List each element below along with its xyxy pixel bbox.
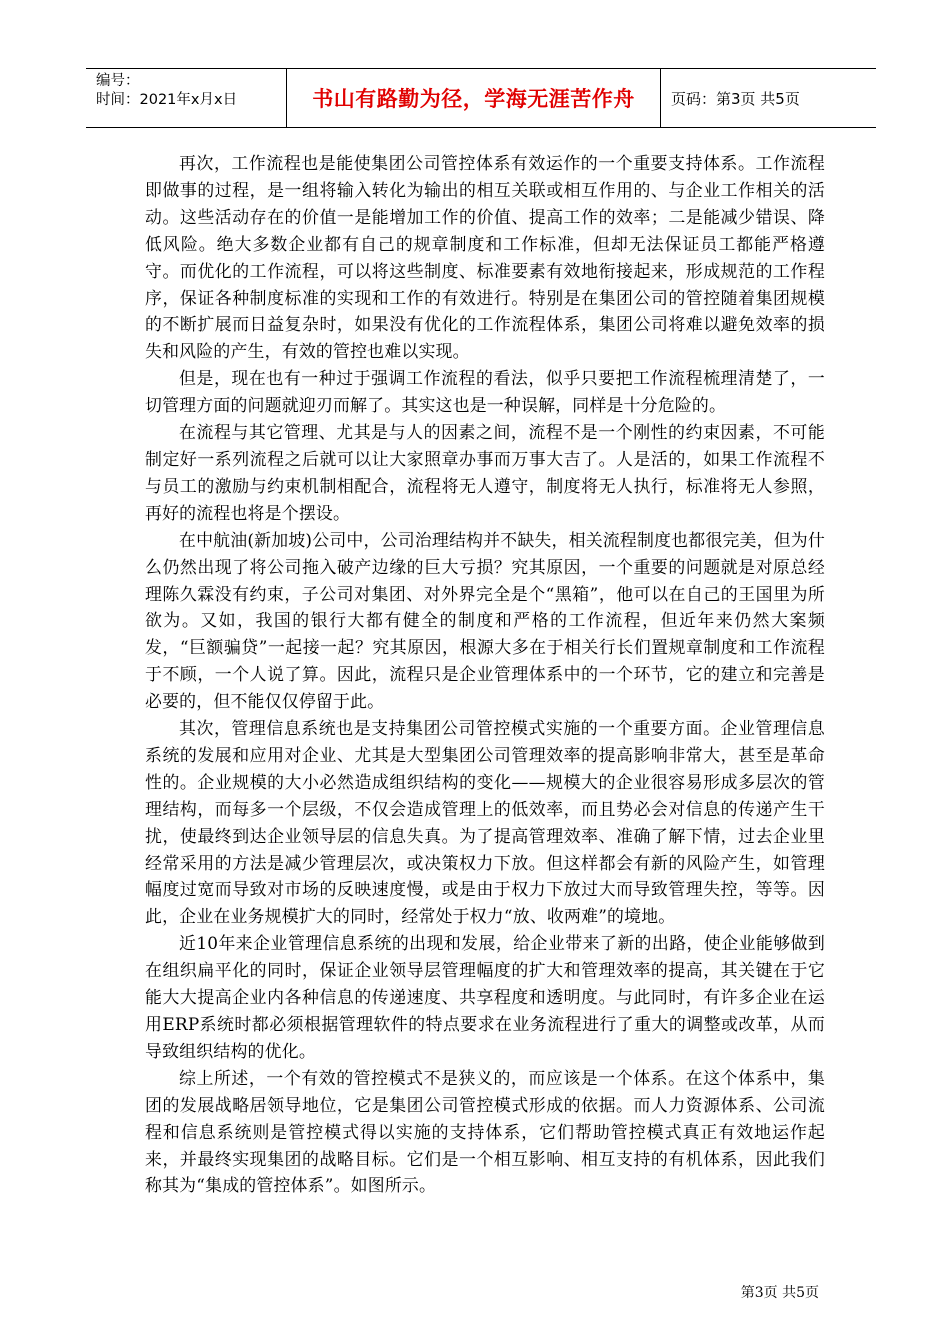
paragraph: 但是，现在也有一种过于强调工作流程的看法，似乎只要把工作流程梳理清楚了，一切管理方面的问题就迎刃而解了。其实这也是一种误解，同样是十分危险的。	[145, 368, 825, 416]
page-header	[86, 68, 876, 128]
document-number-label: 编号：	[96, 73, 140, 89]
paragraph: 其次，管理信息系统也是支持集团公司管控模式实施的一个重要方面。企业管理信息系统的发展和应用对企业、尤其是大型集团公司管理效率的提高影响非常大，甚至是革命性的。企业规模的大小必然造成组织结构的变化——规模大的企业很容易形成多层次的管理结构，而每多一个层级，不仅会造成管理上的低效率，而且势必会对信息的传递产生干扰，使最终到达企业领导层的信息失真。为了提高管理效率、准确了解下情，过去企业里经常采用的方法是减少管理层次，或决策权力下放。但这样都会有新的风险产生，如管理幅度过宽而导致对市场的反映速度慢，或是由于权力下放过大而导致管理失控，等等。因此，企业在业务规模扩大的同时，经常处于权力“放、收两难”的境地。	[145, 718, 825, 927]
header-motto: 书山有路勤为径，学海无涯苦作舟	[286, 69, 661, 127]
paragraph: 再次，工作流程也是能使集团公司管控体系有效运作的一个重要支持体系。工作流程即做事的过程，是一组将输入转化为输出的相互关联或相互作用的、与企业工作相关的活动。这些活动存在的价值一是能增加工作的价值、提高工作的效率；二是能减少错误、降低风险。绝大多数企业都有自己的规章制度和工作标准，但却无法保证员工都能严格遵守。而优化的工作流程，可以将这些制度、标准要素有效地衔接起来，形成规范的工作程序，保证各种制度标准的实现和工作的有效进行。特别是在集团公司的管控随着集团规模的不断扩展而日益复杂时，如果没有优化的工作流程体系，集团公司将难以避免效率的损失和风险的产生，有效的管控也难以实现。	[145, 153, 825, 362]
paragraph: 近10年来企业管理信息系统的出现和发展，给企业带来了新的出路，使企业能够做到在组织扁平化的同时，保证企业领导层管理幅度的扩大和管理效率的提高，其关键在于它能大大提高企业内各种信息的传递速度、共享程度和透明度。与此同时，有许多企业在运用ERP系统时都必须根据管理软件的特点要求在业务流程进行了重大的调整或改革，从而导致组织结构的优化。	[145, 933, 825, 1061]
header-meta	[86, 69, 286, 127]
header-page-info: 页码：第3页 共5页	[671, 89, 800, 108]
page-footer: 第3页 共5页	[740, 1285, 819, 1301]
paragraph: 综上所述，一个有效的管控模式不是狭义的，而应该是一个体系。在这个体系中，集团的发展战略居领导地位，它是集团公司管控模式形成的依据。而人力资源体系、公司流程和信息系统则是管控模式得以实施的支持体系，它们帮助管控模式真正有效地运作起来，并最终实现集团的战略目标。它们是一个相互影响、相互支持的有机体系，因此我们称其为“集成的管控体系”。如图所示。	[145, 1067, 825, 1196]
paragraph: 在中航油(新加坡)公司中，公司治理结构并不缺失，相关流程制度也都很完美，但为什么仍然出现了将公司拖入破产边缘的巨大亏损？究其原因，一个重要的问题就是对原总经理陈久霖没有约束，子公司对集团、对外界完全是个“黑箱”，他可以在自己的王国里为所欲为。又如，我国的银行大都有健全的制度和严格的工作流程，但近年来仍然大案频发，“巨额骗贷”一起接一起？究其原因，根源大多在于相关行长们置规章制度和工作流程于不顾，一个人说了算。因此，流程只是企业管理体系中的一个环节，它的建立和完善是必要的，但不能仅仅停留于此。	[145, 529, 825, 712]
document-body	[145, 150, 825, 1199]
paragraph: 在流程与其它管理、尤其是与人的因素之间，流程不是一个刚性的约束因素，不可能制定好一系列流程之后就可以让大家照章办事而万事大吉了。人是活的，如果工作流程不与员工的激励与约束机制相配合，流程将无人遵守，制度将无人执行，标准将无人参照，再好的流程也将是个摆设。	[145, 422, 825, 523]
document-date: 时间：2021年x月x日	[96, 92, 238, 108]
